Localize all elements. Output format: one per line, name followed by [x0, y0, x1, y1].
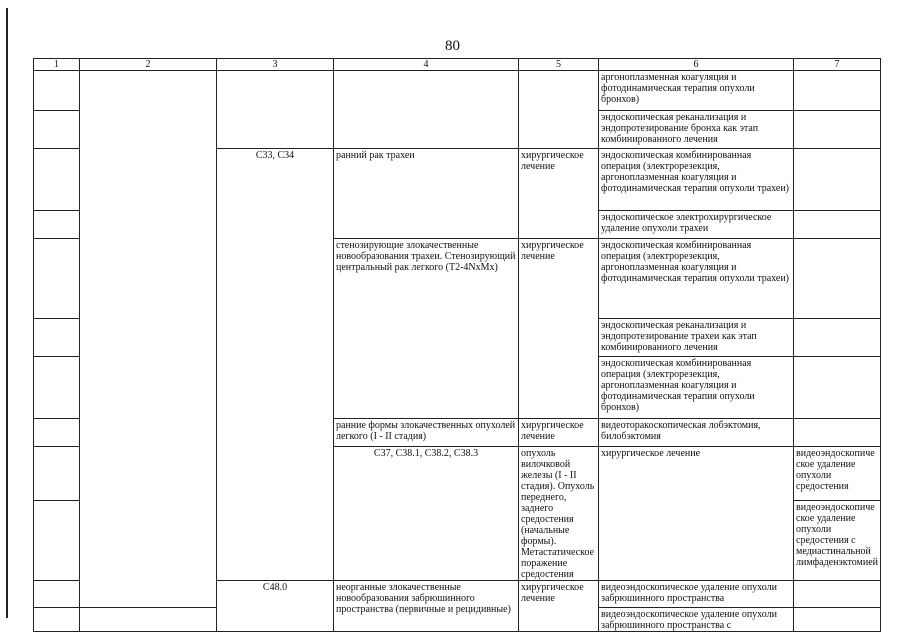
diagnosis-cell: стенозирующие злокачественные новообразования трахеи. Стенозирующий центральный рак легкого (T2-4NxMx) [334, 239, 519, 419]
scan-border-line [6, 8, 8, 618]
column-header-2: 2 [80, 59, 217, 71]
cell-col2 [80, 608, 217, 632]
cell-col1 [34, 608, 80, 632]
page-number: 80 [445, 38, 460, 54]
method-cell: видеоэндоскопическое удаление опухоли забрюшинного пространства с [599, 608, 794, 632]
cell-col7 [794, 419, 881, 447]
method-cell: видеоэндоскопическое удаление опухоли средостения с медиастинальной лимфаденэктомией [794, 501, 881, 581]
cell-col1 [34, 149, 80, 211]
cell-col1 [34, 211, 80, 239]
cell-col7 [794, 581, 881, 608]
method-cell: эндоскопическая комбинированная операция (электрорезекция, аргоноплазменная коагуляция и фотодинамическая терапия опухоли бронхов) [599, 357, 794, 419]
cell-col7 [794, 71, 881, 111]
method-cell: эндоскопическая реканализация и эндопротезирование трахеи как этап комбинированного лечения [599, 319, 794, 357]
cell-col1 [34, 239, 80, 319]
method-cell: эндоскопическое электрохирургическое удаление опухоли трахеи [599, 211, 794, 239]
cell-col1 [34, 319, 80, 357]
method-cell: эндоскопическая реканализация и эндопротезирование бронха как этап комбинированного лечения [599, 111, 794, 149]
column-header-4: 4 [334, 59, 519, 71]
diagnosis-cell: ранний рак трахеи [334, 149, 519, 239]
icd-code-cell: C33, C34 [217, 149, 334, 581]
treatment-cell: хирургическое лечение [519, 419, 599, 447]
column-header-5: 5 [519, 59, 599, 71]
cell-col1 [34, 111, 80, 149]
column-header-7: 7 [794, 59, 881, 71]
icd-code-cell: C37, C38.1, C38.2, C38.3 [334, 447, 519, 501]
diagnosis-cell: неорганные злокачественные новообразования забрюшинного пространства (первичные и рецидивные) [334, 581, 519, 632]
cell-col5 [519, 71, 599, 149]
icd-code-cell: C48.0 [217, 581, 334, 632]
column-header-3: 3 [217, 59, 334, 71]
column-number-row [34, 59, 881, 71]
method-cell: видеоторакоскопическая лобэктомия, билобэктомия [599, 419, 794, 447]
treatment-cell: хирургическое лечение [519, 149, 599, 239]
diagnosis-cell: ранние формы злокачественных опухолей легкого (I - II стадия) [334, 419, 519, 447]
cell-col7 [794, 357, 881, 419]
column-header-1: 1 [34, 59, 80, 71]
cell-col1 [34, 419, 80, 447]
cell-col3 [217, 71, 334, 149]
cell-col4 [334, 71, 519, 149]
table-row [34, 71, 881, 111]
method-cell: видеоэндоскопическое удаление опухоли забрюшинного пространства [599, 581, 794, 608]
cell-col7 [794, 319, 881, 357]
method-cell: эндоскопическая комбинированная операция (электрорезекция, аргоноплазменная коагуляция и фотодинамическая терапия опухоли трахеи) [599, 149, 794, 211]
cell-col7 [794, 608, 881, 632]
cell-col7 [794, 211, 881, 239]
cell-col1 [34, 357, 80, 419]
cell-col7 [794, 239, 881, 319]
method-cell: аргоноплазменная коагуляция и фотодинамическая терапия опухоли бронхов) [599, 71, 794, 111]
cell-col1 [34, 501, 80, 581]
method-cell: видеоэндоскопическое удаление опухоли средостения [794, 447, 881, 501]
treatment-cell: хирургическое лечение [519, 581, 599, 632]
column-header-6: 6 [599, 59, 794, 71]
treatment-cell: хирургическое лечение [599, 447, 794, 581]
medical-care-table [33, 58, 881, 632]
cell-col1 [34, 581, 80, 608]
method-cell: эндоскопическая комбинированная операция (электрорезекция, аргоноплазменная коагуляция и фотодинамическая терапия опухоли трахеи) [599, 239, 794, 319]
diagnosis-cell: опухоль вилочковой железы (I - II стадия). Опухоль переднего, заднего средостения (начальные формы). Метастатическое поражение средостения [519, 447, 599, 581]
cell-col7 [794, 149, 881, 211]
cell-col3 [334, 501, 519, 581]
treatment-cell: хирургическое лечение [519, 239, 599, 419]
cell-col7 [794, 111, 881, 149]
cell-col2-merged [80, 71, 217, 608]
cell-col1 [34, 447, 80, 501]
cell-col1 [34, 71, 80, 111]
